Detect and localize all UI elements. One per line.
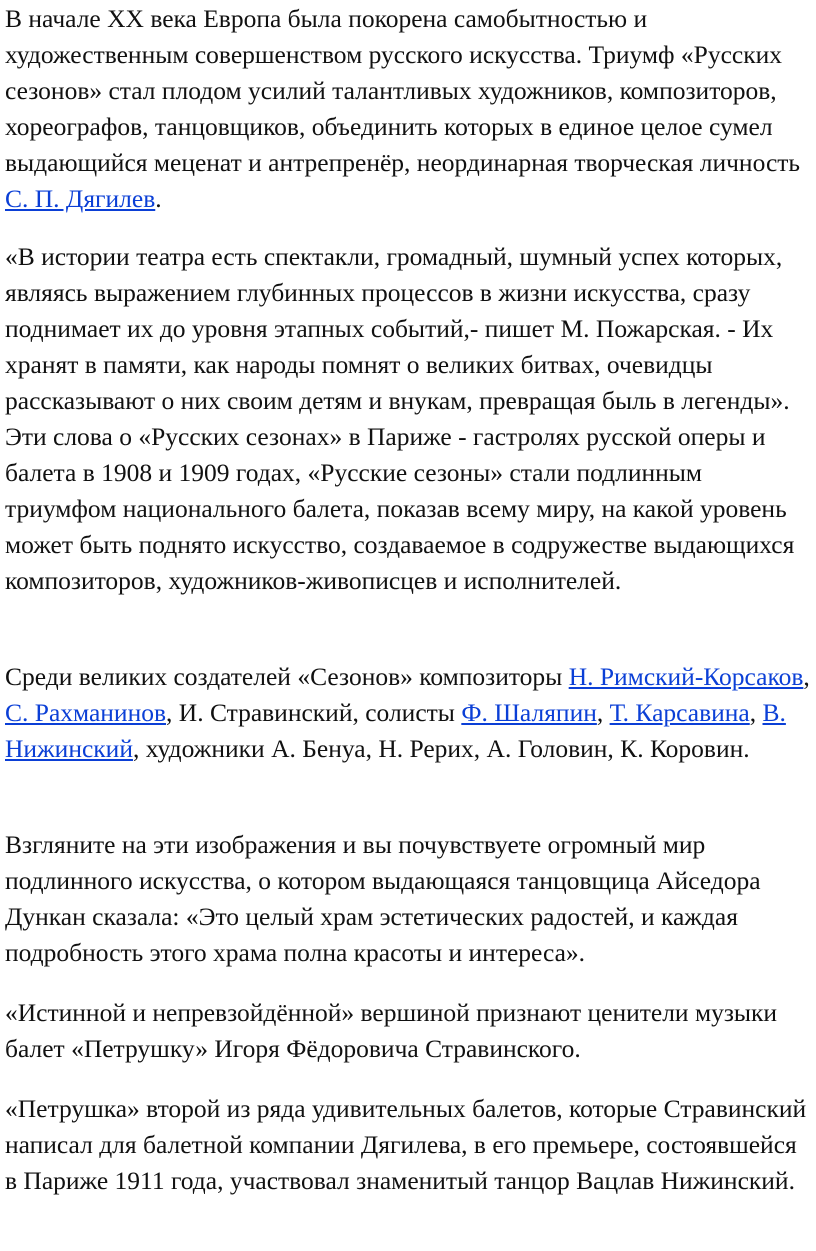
link-chaliapin[interactable]: Ф. Шаляпин [461,698,597,727]
link-diaghilev[interactable]: С. П. Дягилев [5,184,156,213]
paragraph-text: В начале XX века Европа была покорена самобытностью и художественным совершенством русского искусства. Триумф «Русских сезонов» стал плодом усилий талантливых художников, композиторов, хореографов, танцовщиков, объединить которых в единое целое сумел выдающийся меценат и антрепренёр, неординарная творческая личность [5,4,801,177]
paragraph-duncan-quote [5,827,813,971]
paragraph-text: Взгляните на эти изображения и вы почувствуете огромный мир подлинного искусства, о котором выдающаяся танцовщица Айседора Дункан сказала: «Это целый храм эстетических радостей, и каждая подробность этого храма полна красоты и интереса». [5,830,761,967]
link-rimsky-korsakov[interactable]: Н. Римский-Корсаков [568,662,804,691]
paragraph-petrushka-intro [5,995,813,1067]
separator: , [596,698,610,727]
paragraph-text: «В истории театра есть спектакли, громадный, шумный успех которых, являясь выражением глубинных процессов в жизни искусства, сразу поднимает их до уровня этапных событий,- пишет М. Пожарская. - Их хранят в памяти, как народы помнят о великих битвах, очевидцы рассказывают о них своим детям и внукам, превращая быль в легенды». Эти слова о «Русских сезонах» в Париже - гастролях русской оперы и балета в 1908 и 1909 годах, «Русские сезоны» стали подлинным триумфом национального балета, показав всему миру, на какой уровень может быть поднято искусство, создаваемое в содружестве выдающихся композиторов, художников-живописцев и исполнителей. [5,242,795,595]
paragraph-petrushka-premiere [5,1091,813,1199]
paragraph-russian-seasons-intro [5,1,813,217]
paragraph-text-end: . [155,184,162,213]
paragraph-text: , художники А. Бенуа, Н. Рерих, А. Головин, К. Коровин. [132,734,750,763]
paragraph-text: Среди великих создателей «Сезонов» композиторы [5,662,569,691]
link-karsavina[interactable]: Т. Карсавина [609,698,750,727]
paragraph-text: , И. Стравинский, солисты [166,698,462,727]
separator: , [749,698,763,727]
paragraph-pozharskaya-quote [5,239,813,599]
paragraph-text: «Петрушка» второй из ряда удивительных балетов, которые Стравинский написал для балетной компании Дягилева, в его премьере, состоявшейся в Париже 1911 года, участвовал знаменитый танцор Вацлав Нижинский. [5,1094,807,1195]
separator: , [803,662,810,691]
link-rachmaninov[interactable]: С. Рахманинов [5,698,167,727]
link-nijinsky[interactable]: В. Нижинский [5,698,786,763]
paragraph-text: «Истинной и непревзойдённой» вершиной признают ценители музыки балет «Петрушку» Игоря Фёдоровича Стравинского. [5,998,778,1063]
paragraph-creators [5,659,813,767]
